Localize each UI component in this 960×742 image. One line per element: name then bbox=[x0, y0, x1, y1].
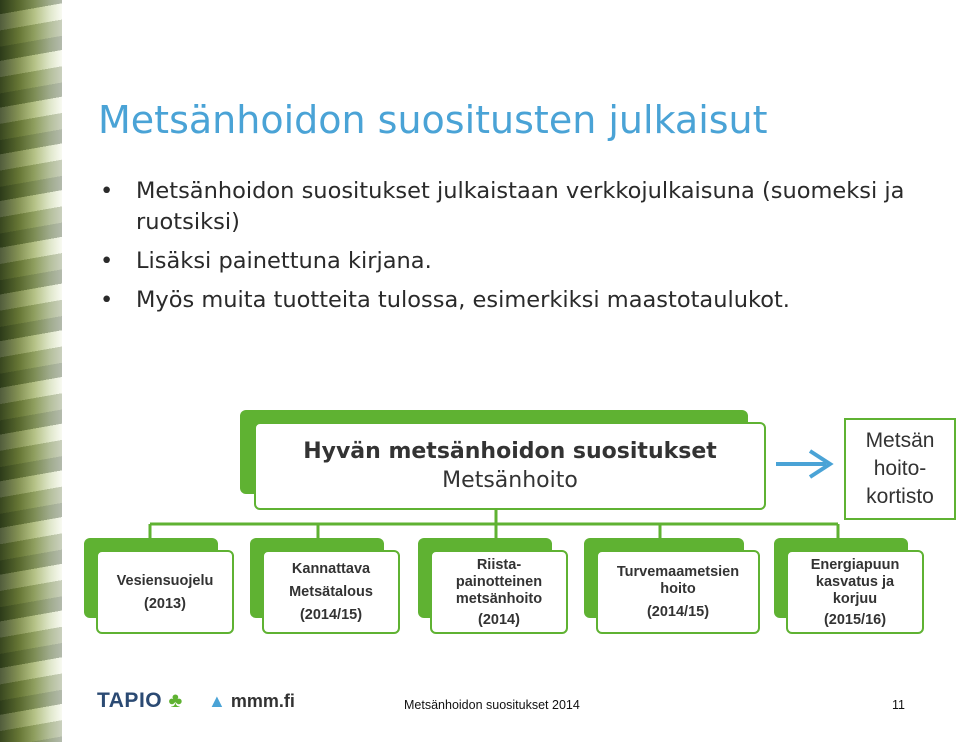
main-card-subtitle: Metsänhoito bbox=[442, 468, 578, 493]
mmm-logo-text: mmm.fi bbox=[230, 691, 295, 711]
child-card-label: metsänhoito bbox=[455, 590, 543, 607]
side-box bbox=[844, 418, 956, 520]
footer-title: Metsänhoidon suositukset 2014 bbox=[404, 698, 580, 712]
page-number: 11 bbox=[892, 698, 905, 712]
card-front bbox=[596, 550, 760, 634]
child-card-year: (2014/15) bbox=[646, 604, 710, 620]
child-card bbox=[774, 538, 924, 636]
child-card bbox=[84, 538, 234, 636]
bullet-item: • Metsänhoidon suositukset julkaistaan verkkojulkaisuna (suomeksi ja ruotsiksi) bbox=[98, 176, 938, 238]
child-card-year: (2014) bbox=[478, 611, 520, 628]
card-front bbox=[254, 422, 766, 510]
tree-icon: ♣ bbox=[168, 689, 183, 712]
card-front bbox=[786, 550, 924, 634]
side-box-line: hoito- bbox=[873, 457, 927, 480]
child-card-label: Energiapuun bbox=[810, 556, 900, 573]
slide-title: Metsänhoidon suositusten julkaisut bbox=[98, 98, 768, 142]
child-card-year: (2014/15) bbox=[299, 607, 363, 623]
bullet-item: • Myös muita tuotteita tulossa, esimerkiksi maastotaulukot. bbox=[98, 285, 938, 316]
child-card-label: Vesiensuojelu bbox=[116, 572, 214, 589]
child-card bbox=[584, 538, 760, 636]
tapio-logo bbox=[97, 689, 183, 713]
card-front bbox=[96, 550, 234, 634]
child-card-label: kasvatus ja bbox=[815, 573, 895, 590]
mmm-logo bbox=[208, 691, 295, 712]
child-card-label: Riista- bbox=[476, 556, 522, 573]
forest-background-strip bbox=[0, 0, 62, 742]
side-box-line: Metsän bbox=[865, 429, 935, 452]
child-card-label: korjuu bbox=[832, 590, 878, 607]
side-box-line: kortisto bbox=[866, 485, 934, 508]
main-card bbox=[240, 410, 766, 510]
child-card-label: Turvemaametsien bbox=[616, 564, 740, 580]
bullet-item: • Lisäksi painettuna kirjana. bbox=[98, 246, 938, 277]
child-card-label: Kannattava bbox=[291, 561, 371, 577]
child-card-label: painotteinen bbox=[455, 573, 543, 590]
child-card bbox=[250, 538, 400, 636]
card-front bbox=[430, 550, 568, 634]
card-front bbox=[262, 550, 400, 634]
arrow-right-icon bbox=[776, 451, 830, 477]
child-card-label: hoito bbox=[660, 581, 696, 597]
child-card-year: (2013) bbox=[144, 595, 186, 612]
child-card bbox=[418, 538, 568, 636]
main-card-title: Hyvän metsänhoidon suositukset bbox=[303, 439, 717, 464]
child-card-year: (2015/16) bbox=[823, 611, 887, 628]
mmm-logo-icon: ▲ bbox=[208, 691, 226, 711]
child-card-label: Metsätalous bbox=[289, 584, 373, 600]
bullet-list bbox=[98, 176, 938, 324]
tapio-logo-text: TAPIO bbox=[97, 689, 163, 712]
